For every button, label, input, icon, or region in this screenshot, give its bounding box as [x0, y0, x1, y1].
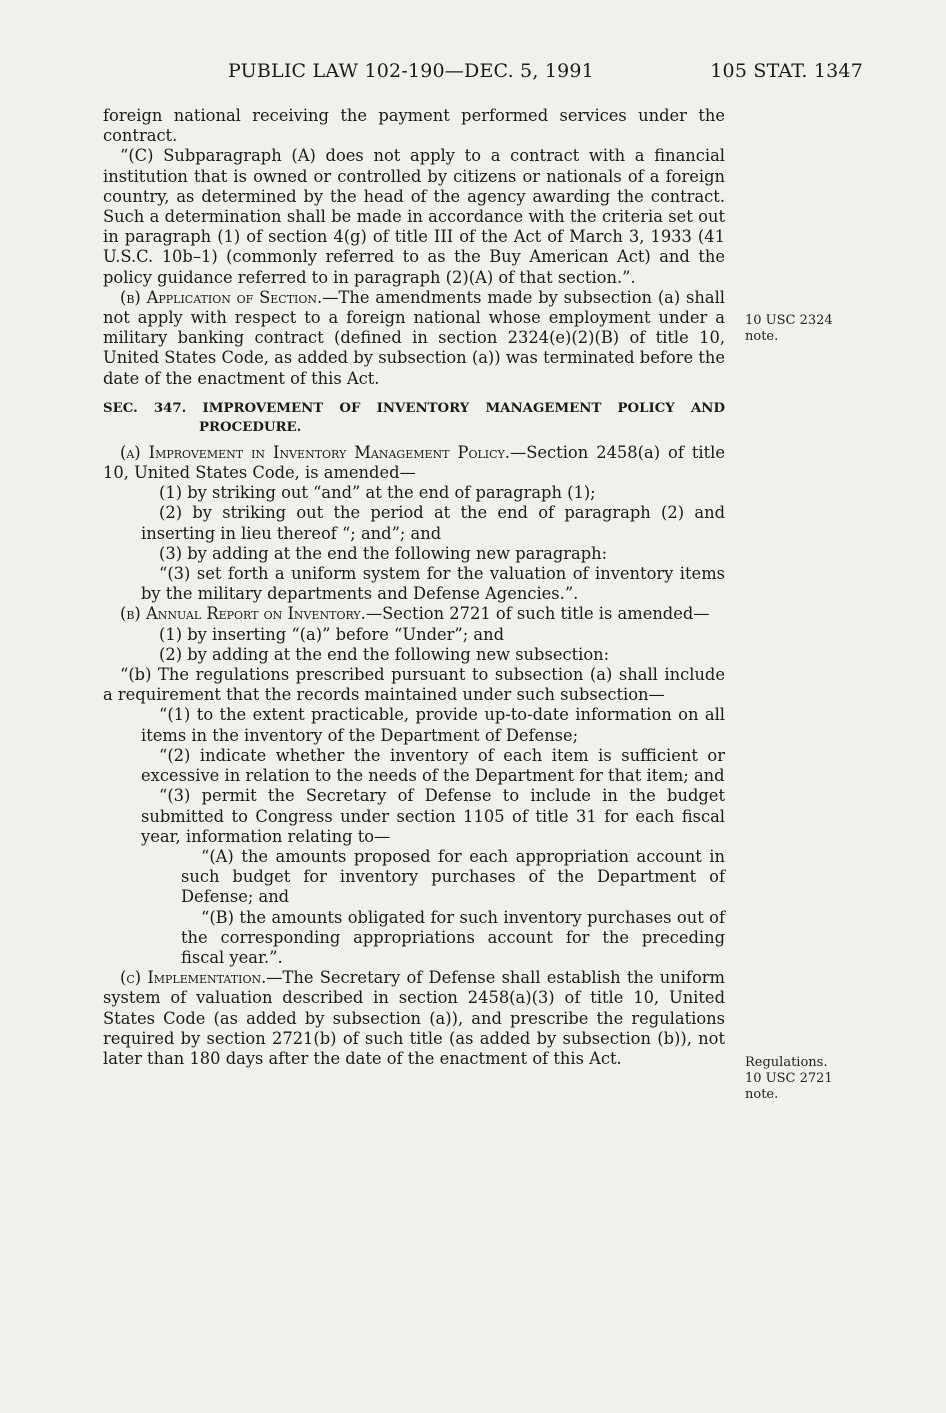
paragraph: foreign national receiving the payment performed services under the contract. [103, 106, 725, 146]
running-header-left: PUBLIC LAW 102-190—DEC. 5, 1991 [228, 60, 594, 82]
quoted-paragraph: “(3) permit the Secretary of Defense to include in the budget submitted to Congress under section 1105 of title 31 for each fiscal year, information relating to— [141, 786, 725, 846]
subsection-heading: (c) Implementation. [120, 968, 267, 988]
list-item: (1) by striking out “and” at the end of paragraph (1); [159, 483, 596, 503]
subsection-a: (a) Improvement in Inventory Management Policy.—Section 2458(a) of title 10, United States Code, is amended— [103, 442, 726, 483]
margin-note-regulations: Regulations. 10 USC 2721 note. [745, 1055, 833, 1102]
list-item: (1) by inserting “(a)” before “Under”; and [159, 624, 505, 644]
quoted-paragraph: “(1) to the extent practicable, provide up-to-date information on all items in the inventory of the Department of Defense; [141, 705, 725, 745]
list-item: (3) by adding at the end the following new paragraph: [159, 543, 608, 563]
main-text-column [103, 106, 725, 1069]
paragraph: “(C) Subparagraph (A) does not apply to a contract with a financial institution that is owned or controlled by citizens or nationals of a foreign country, as determined by the head of the agency awarding the contract. Such a determination shall be made in accordance with the criteria set out in paragraph (1) of section 4(g) of title III of the Act of March 3, 1933 (41 U.S.C. 10b–1) (commonly referred to as the Buy American Act) and the policy guidance referred to in paragraph (2)(A) of that section.”. [103, 146, 725, 287]
subsection-heading: (b) Application of Section. [120, 287, 323, 307]
quoted-paragraph: “(2) indicate whether the inventory of each item is sufficient or excessive in relation to the needs of the Department for that item; and [141, 745, 725, 786]
subsection-heading: (b) Annual Report on Inventory. [120, 604, 366, 624]
list-item: (2) by adding at the end the following new subsection: [159, 644, 610, 664]
quoted-subparagraph: “(B) the amounts obligated for such inventory purchases out of the corresponding appropriations account for the preceding fiscal year.”. [181, 907, 725, 967]
quoted-subparagraph: “(A) the amounts proposed for each appropriation account in such budget for inventory purchases of the Department of Defense; and [181, 846, 725, 907]
margin-note-10usc2324: 10 USC 2324 note. [745, 313, 833, 344]
subsection-b: (b) Application of Section.—The amendments made by subsection (a) shall not apply with respect to a foreign national whose employment under a military banking contract (defined in section 2324(e)(2)(B) of title 10, United States Code, as added by subsection (a)) was terminated before the date of the enactment of this Act. [103, 287, 725, 388]
quoted-subsection: “(b) The regulations prescribed pursuant to subsection (a) shall include a requirement that the records maintained under such subsection— [103, 665, 725, 705]
subsection-b-inventory: (b) Annual Report on Inventory.—Section 2721 of such title is amended— [120, 604, 710, 624]
subsection-heading: (a) Improvement in Inventory Management Policy. [120, 442, 510, 462]
page-number: 105 STAT. 1347 [710, 60, 863, 82]
subsection-c: (c) Implementation.—The Secretary of Defense shall establish the uniform system of valuation described in section 2458(a)(3) of title 10, United States Code (as added by subsection (a)), and prescribe the regulations required by section 2721(b) of such title (as added by subsection (b)), not later than 180 days after the date of the enactment of this Act. [103, 968, 725, 1068]
quoted-paragraph: “(3) set forth a uniform system for the valuation of inventory items by the military departments and Defense Agencies.”. [141, 564, 725, 604]
section-heading: SEC. 347. IMPROVEMENT OF INVENTORY MANAGEMENT POLICY AND PROCEDURE. [103, 400, 725, 435]
list-item: (2) by striking out the period at the end of paragraph (2) and inserting in lieu thereof “; and”; and [141, 503, 725, 543]
